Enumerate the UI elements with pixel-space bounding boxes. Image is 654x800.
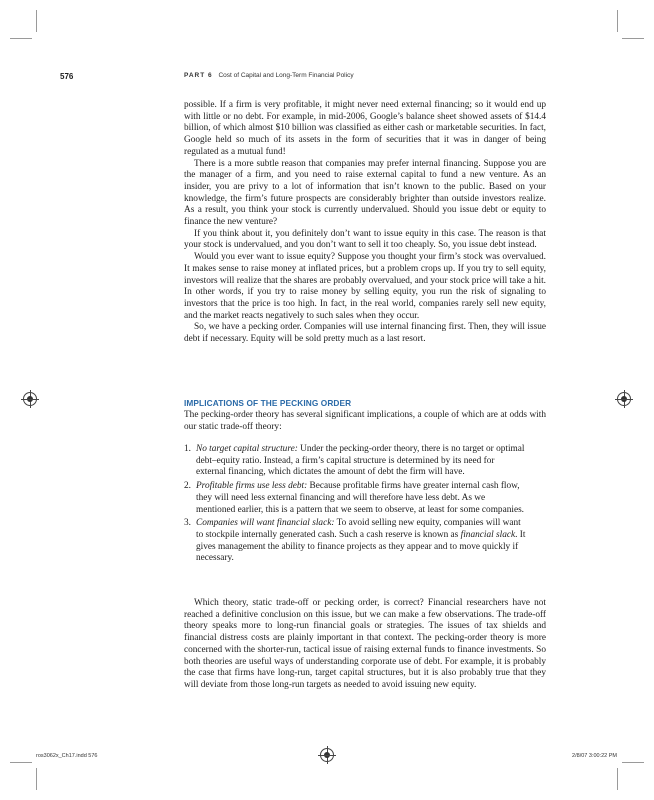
footer-date-info: 2/8/07 3:00:22 PM: [572, 753, 617, 759]
page-number: 576: [60, 72, 74, 81]
paragraph: So, we have a pecking order. Companies will use internal financing first. Then, they will issue debt if necessary. Equity will be sold pretty much as a last resort.: [184, 322, 546, 345]
crop-mark: [617, 10, 618, 32]
registration-mark-icon: [320, 748, 334, 762]
section-heading: IMPLICATIONS OF THE PECKING ORDER: [184, 398, 352, 408]
implications-list: [184, 444, 546, 567]
part-label: PART 6: [184, 72, 213, 79]
list-item-title: No target capital structure:: [196, 444, 298, 454]
paragraph: Would you ever want to issue equity? Suppose you thought your firm’s stock was overvalued. It makes sense to raise money at inflated prices, but a problem crops up. If you try to sell equity, investors will realize that the shares are probably overvalued, and your stock price will take a hit. In other words, if you try to raise money by selling equity, you run the risk of signaling to investors that the price is too high. In fact, in the real world, companies rarely sell new equity, and the market reacts negatively to such sales when they occur.: [184, 252, 546, 321]
part-title: Cost of Capital and Long-Term Financial Policy: [218, 72, 354, 79]
paragraph: Which theory, static trade-off or pecking order, is correct? Financial researchers have not reached a definitive conclusion on this issue, but we can make a few observations. The trade-off theory speaks more to long-run financial goals or strategies. The issues of tax shields and financial distress costs are plainly important in that context. The pecking-order theory is more concerned with the shorter-run, tactical issue of raising external funds to finance investments. So both theories are useful ways of understanding corporate use of debt. For example, it is probably the case that firms have long-run, target capital structures, but it is also probably true that they will deviate from those long-run targets as needed to avoid issuing new equity.: [184, 598, 546, 690]
crop-mark: [36, 10, 37, 32]
list-item-text: . It gives management the ability to finance projects as they appear and to move quickly if necessary.: [196, 529, 526, 564]
registration-mark-icon: [617, 392, 631, 406]
list-number: 3.: [184, 518, 191, 529]
list-item-text: To avoid selling new equity, companies will want to stockpile internally generated cash. Such a cash reserve is known as: [196, 518, 521, 540]
list-item: [184, 444, 546, 479]
paragraph: There is a more subtle reason that companies may prefer internal financing. Suppose you are the manager of a firm, and you need to raise external capital to fund a new venture. As an insider, you are privy to a lot of information that isn’t known to the public. Based on your knowledge, the firm’s future prospects are considerably brighter than outside investors realize. As a result, you think your stock is currently undervalued. Should you issue debt or equity to finance the new venture?: [184, 158, 546, 228]
body-text-closing: [184, 598, 546, 692]
list-item-text: Under the pecking-order theory, there is no target or optimal debt–equity ratio. Instead, a firm’s capital structure is determined by its need for external financing, which dictates the amount of debt the firm will have.: [196, 444, 525, 478]
list-number: 1.: [184, 444, 191, 454]
list-item-title: Companies will want financial slack:: [196, 518, 335, 529]
section-intro: [184, 410, 546, 433]
crop-mark: [617, 768, 618, 790]
running-header: [184, 72, 354, 79]
paragraph: If you think about it, you definitely don’t want to issue equity in this case. The reason is that your stock is undervalued, and you don’t want to sell it too cheaply. So, you issue debt instead.: [184, 228, 546, 251]
list-number: 2.: [184, 481, 191, 492]
list-item: [184, 481, 546, 516]
list-item-title: Profitable firms use less debt:: [196, 481, 308, 492]
registration-mark-icon: [23, 392, 37, 406]
crop-mark: [10, 38, 32, 39]
footer-file-info: ros3062x_Ch17.indd 576: [36, 753, 98, 759]
crop-mark: [10, 762, 32, 763]
list-item-emphasis: financial slack: [460, 529, 516, 540]
paragraph: possible. If a firm is very profitable, it might never need external financing; so it would end up with little or no debt. For example, in mid-2006, Google’s balance sheet showed assets of $14.4 billion, of which almost $10 billion was classified as either cash or marketable securities. In fact, Google held so much of its assets in the form of securities that it was in danger of being regulated as a mutual fund!: [184, 100, 546, 157]
paragraph: The pecking-order theory has several significant implications, a couple of which are at odds with our static trade-off theory:: [184, 410, 546, 432]
body-text-top: [184, 100, 546, 346]
crop-mark: [622, 38, 644, 39]
crop-mark: [622, 762, 644, 763]
crop-mark: [36, 768, 37, 790]
list-item: [184, 518, 546, 565]
list-item-text: Because profitable firms have greater internal cash flow, they will need less external financing and will therefore have less debt. As we mentioned earlier, this is a pattern that we seem to observe, at least for some companies.: [196, 481, 525, 515]
